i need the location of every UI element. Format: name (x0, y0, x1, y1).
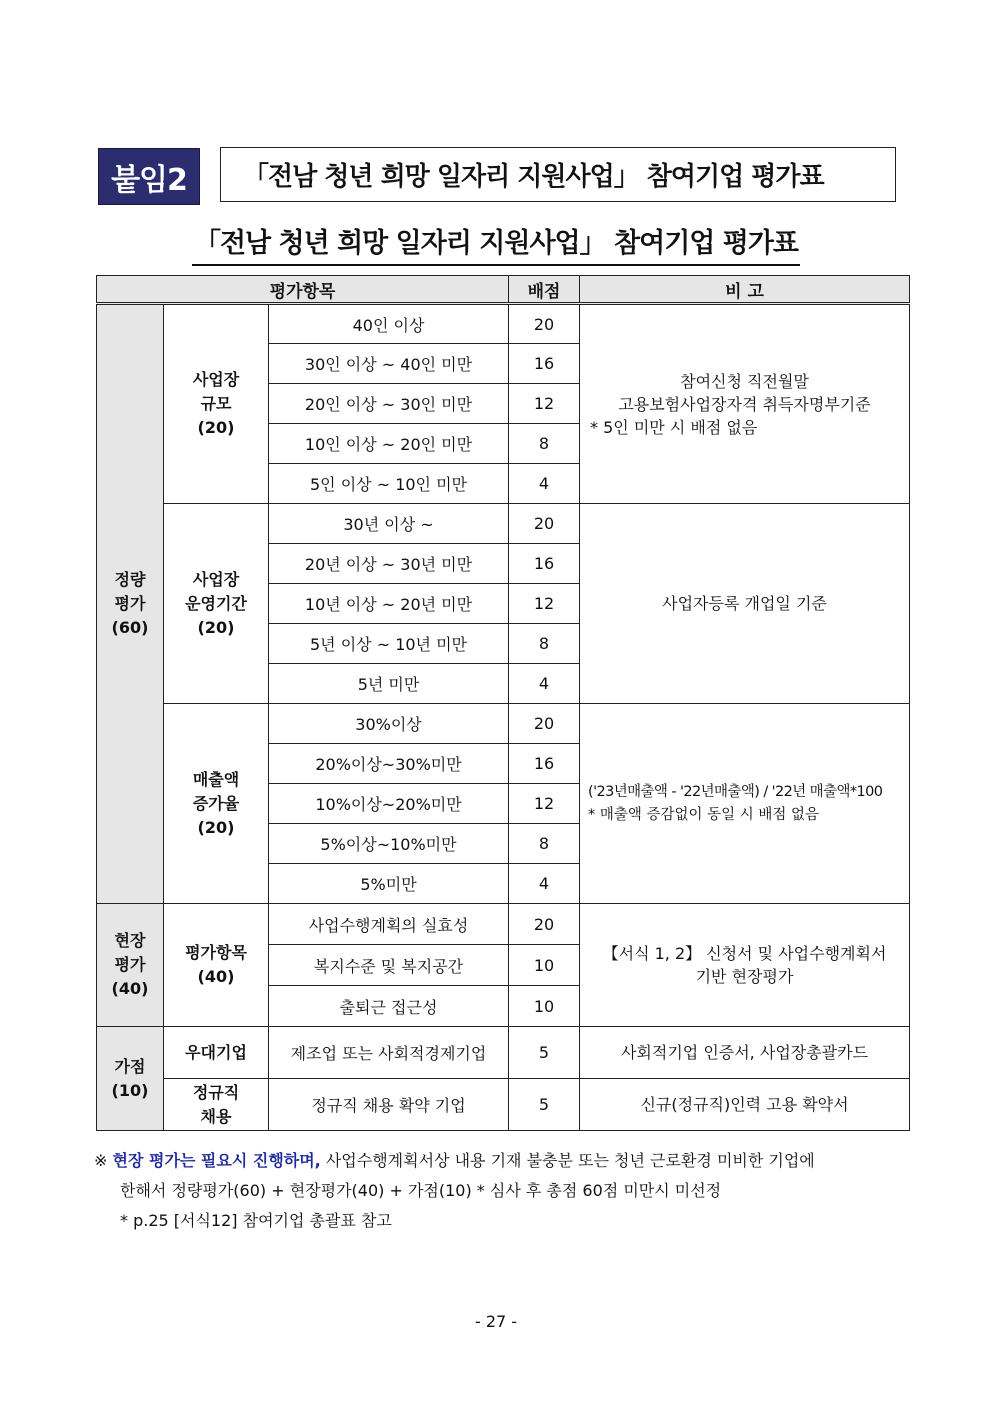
page-number: - 27 - (474, 1312, 518, 1331)
bonus-label-preferred: 우대기업 (164, 1027, 269, 1079)
remark-cell: 신규(정규직)인력 고용 확약서 (580, 1079, 910, 1131)
footnote-line-2: 한해서 정량평가(60) + 현장평가(40) + 가점(10) * 심사 후 총점 60점 미만시 미선정 (120, 1181, 722, 1200)
score-cell: 5 (509, 1079, 580, 1131)
criterion-cell: 복지수준 및 복지공간 (269, 945, 509, 986)
attachment-badge: 붙임2 (98, 148, 200, 205)
score-cell: 8 (509, 424, 580, 464)
bonus-label-regular-hire: 정규직 채용 (164, 1079, 269, 1131)
score-cell: 4 (509, 464, 580, 504)
footnote-line-3: * p.25 [서식12] 참여기업 총괄표 참고 (120, 1211, 392, 1230)
group-label-size: 사업장 규모 (20) (164, 304, 269, 504)
score-cell: 12 (509, 584, 580, 624)
group-label-sales-growth: 매출액 증가율 (20) (164, 704, 269, 904)
criterion-cell: 30년 이상 ~ (269, 504, 509, 544)
criterion-cell: 5년 이상 ~ 10년 미만 (269, 624, 509, 664)
footnotes (94, 1146, 914, 1236)
footnote-highlight: 현장 평가는 필요시 진행하며, (112, 1151, 321, 1170)
criterion-cell: 5인 이상 ~ 10인 미만 (269, 464, 509, 504)
score-cell: 16 (509, 744, 580, 784)
criterion-cell: 출퇴근 접근성 (269, 986, 509, 1027)
category-bonus: 가점 (10) (97, 1027, 164, 1131)
header-remark: 비 고 (580, 276, 910, 304)
criterion-cell: 20인 이상 ~ 30인 미만 (269, 384, 509, 424)
criterion-cell: 제조업 또는 사회적경제기업 (269, 1027, 509, 1079)
criterion-cell: 10년 이상 ~ 20년 미만 (269, 584, 509, 624)
criterion-cell: 5년 미만 (269, 664, 509, 704)
footnote-line-1: ※ 현장 평가는 필요시 진행하며, 사업수행계획서상 내용 기재 불충분 또는 청년 근로환경 미비한 기업에 (94, 1151, 815, 1170)
score-cell: 12 (509, 784, 580, 824)
header-evaluation-item: 평가항목 (97, 276, 509, 304)
score-cell: 20 (509, 304, 580, 344)
score-cell: 20 (509, 704, 580, 744)
group-label-field-items: 평가항목 (40) (164, 904, 269, 1027)
score-cell: 10 (509, 986, 580, 1027)
score-cell: 8 (509, 824, 580, 864)
evaluation-table (96, 275, 910, 1131)
score-cell: 4 (509, 864, 580, 904)
score-cell: 16 (509, 544, 580, 584)
score-cell: 5 (509, 1027, 580, 1079)
score-cell: 10 (509, 945, 580, 986)
criterion-cell: 5%이상~10%미만 (269, 824, 509, 864)
score-cell: 4 (509, 664, 580, 704)
header-title: 「전남 청년 희망 일자리 지원사업」 참여기업 평가표 (243, 162, 824, 192)
header-title-box (220, 147, 896, 202)
remark-field: 【서식 1, 2】 신청서 및 사업수행계획서 기반 현장평가 (580, 904, 910, 1027)
score-cell: 8 (509, 624, 580, 664)
criterion-cell: 정규직 채용 확약 기업 (269, 1079, 509, 1131)
remark-operating-period: 사업자등록 개업일 기준 (580, 504, 910, 704)
group-label-operating-period: 사업장 운영기간 (20) (164, 504, 269, 704)
criterion-cell: 40인 이상 (269, 304, 509, 344)
category-quantitative: 정량 평가 (60) (97, 304, 164, 904)
score-cell: 16 (509, 344, 580, 384)
remark-size: 참여신청 직전월말 고용보험사업장자격 취득자명부기준 * 5인 미만 시 배점 없음 (580, 304, 910, 504)
remark-sales-growth: ('23년매출액 - '22년매출액) / '22년 매출액*100 * 매출액 증감없이 동일 시 배점 없음 (580, 704, 910, 904)
criterion-cell: 10%이상~20%미만 (269, 784, 509, 824)
criterion-cell: 10인 이상 ~ 20인 미만 (269, 424, 509, 464)
score-cell: 20 (509, 904, 580, 945)
score-cell: 12 (509, 384, 580, 424)
criterion-cell: 사업수행계획의 실효성 (269, 904, 509, 945)
criterion-cell: 30%이상 (269, 704, 509, 744)
criterion-cell: 20년 이상 ~ 30년 미만 (269, 544, 509, 584)
category-field: 현장 평가 (40) (97, 904, 164, 1027)
criterion-cell: 20%이상~30%미만 (269, 744, 509, 784)
criterion-cell: 30인 이상 ~ 40인 미만 (269, 344, 509, 384)
criterion-cell: 5%미만 (269, 864, 509, 904)
document-title: 「전남 청년 희망 일자리 지원사업」 참여기업 평가표 (192, 221, 800, 266)
remark-cell: 사회적기업 인증서, 사업장총괄카드 (580, 1027, 910, 1079)
header-score: 배점 (509, 276, 580, 304)
score-cell: 20 (509, 504, 580, 544)
